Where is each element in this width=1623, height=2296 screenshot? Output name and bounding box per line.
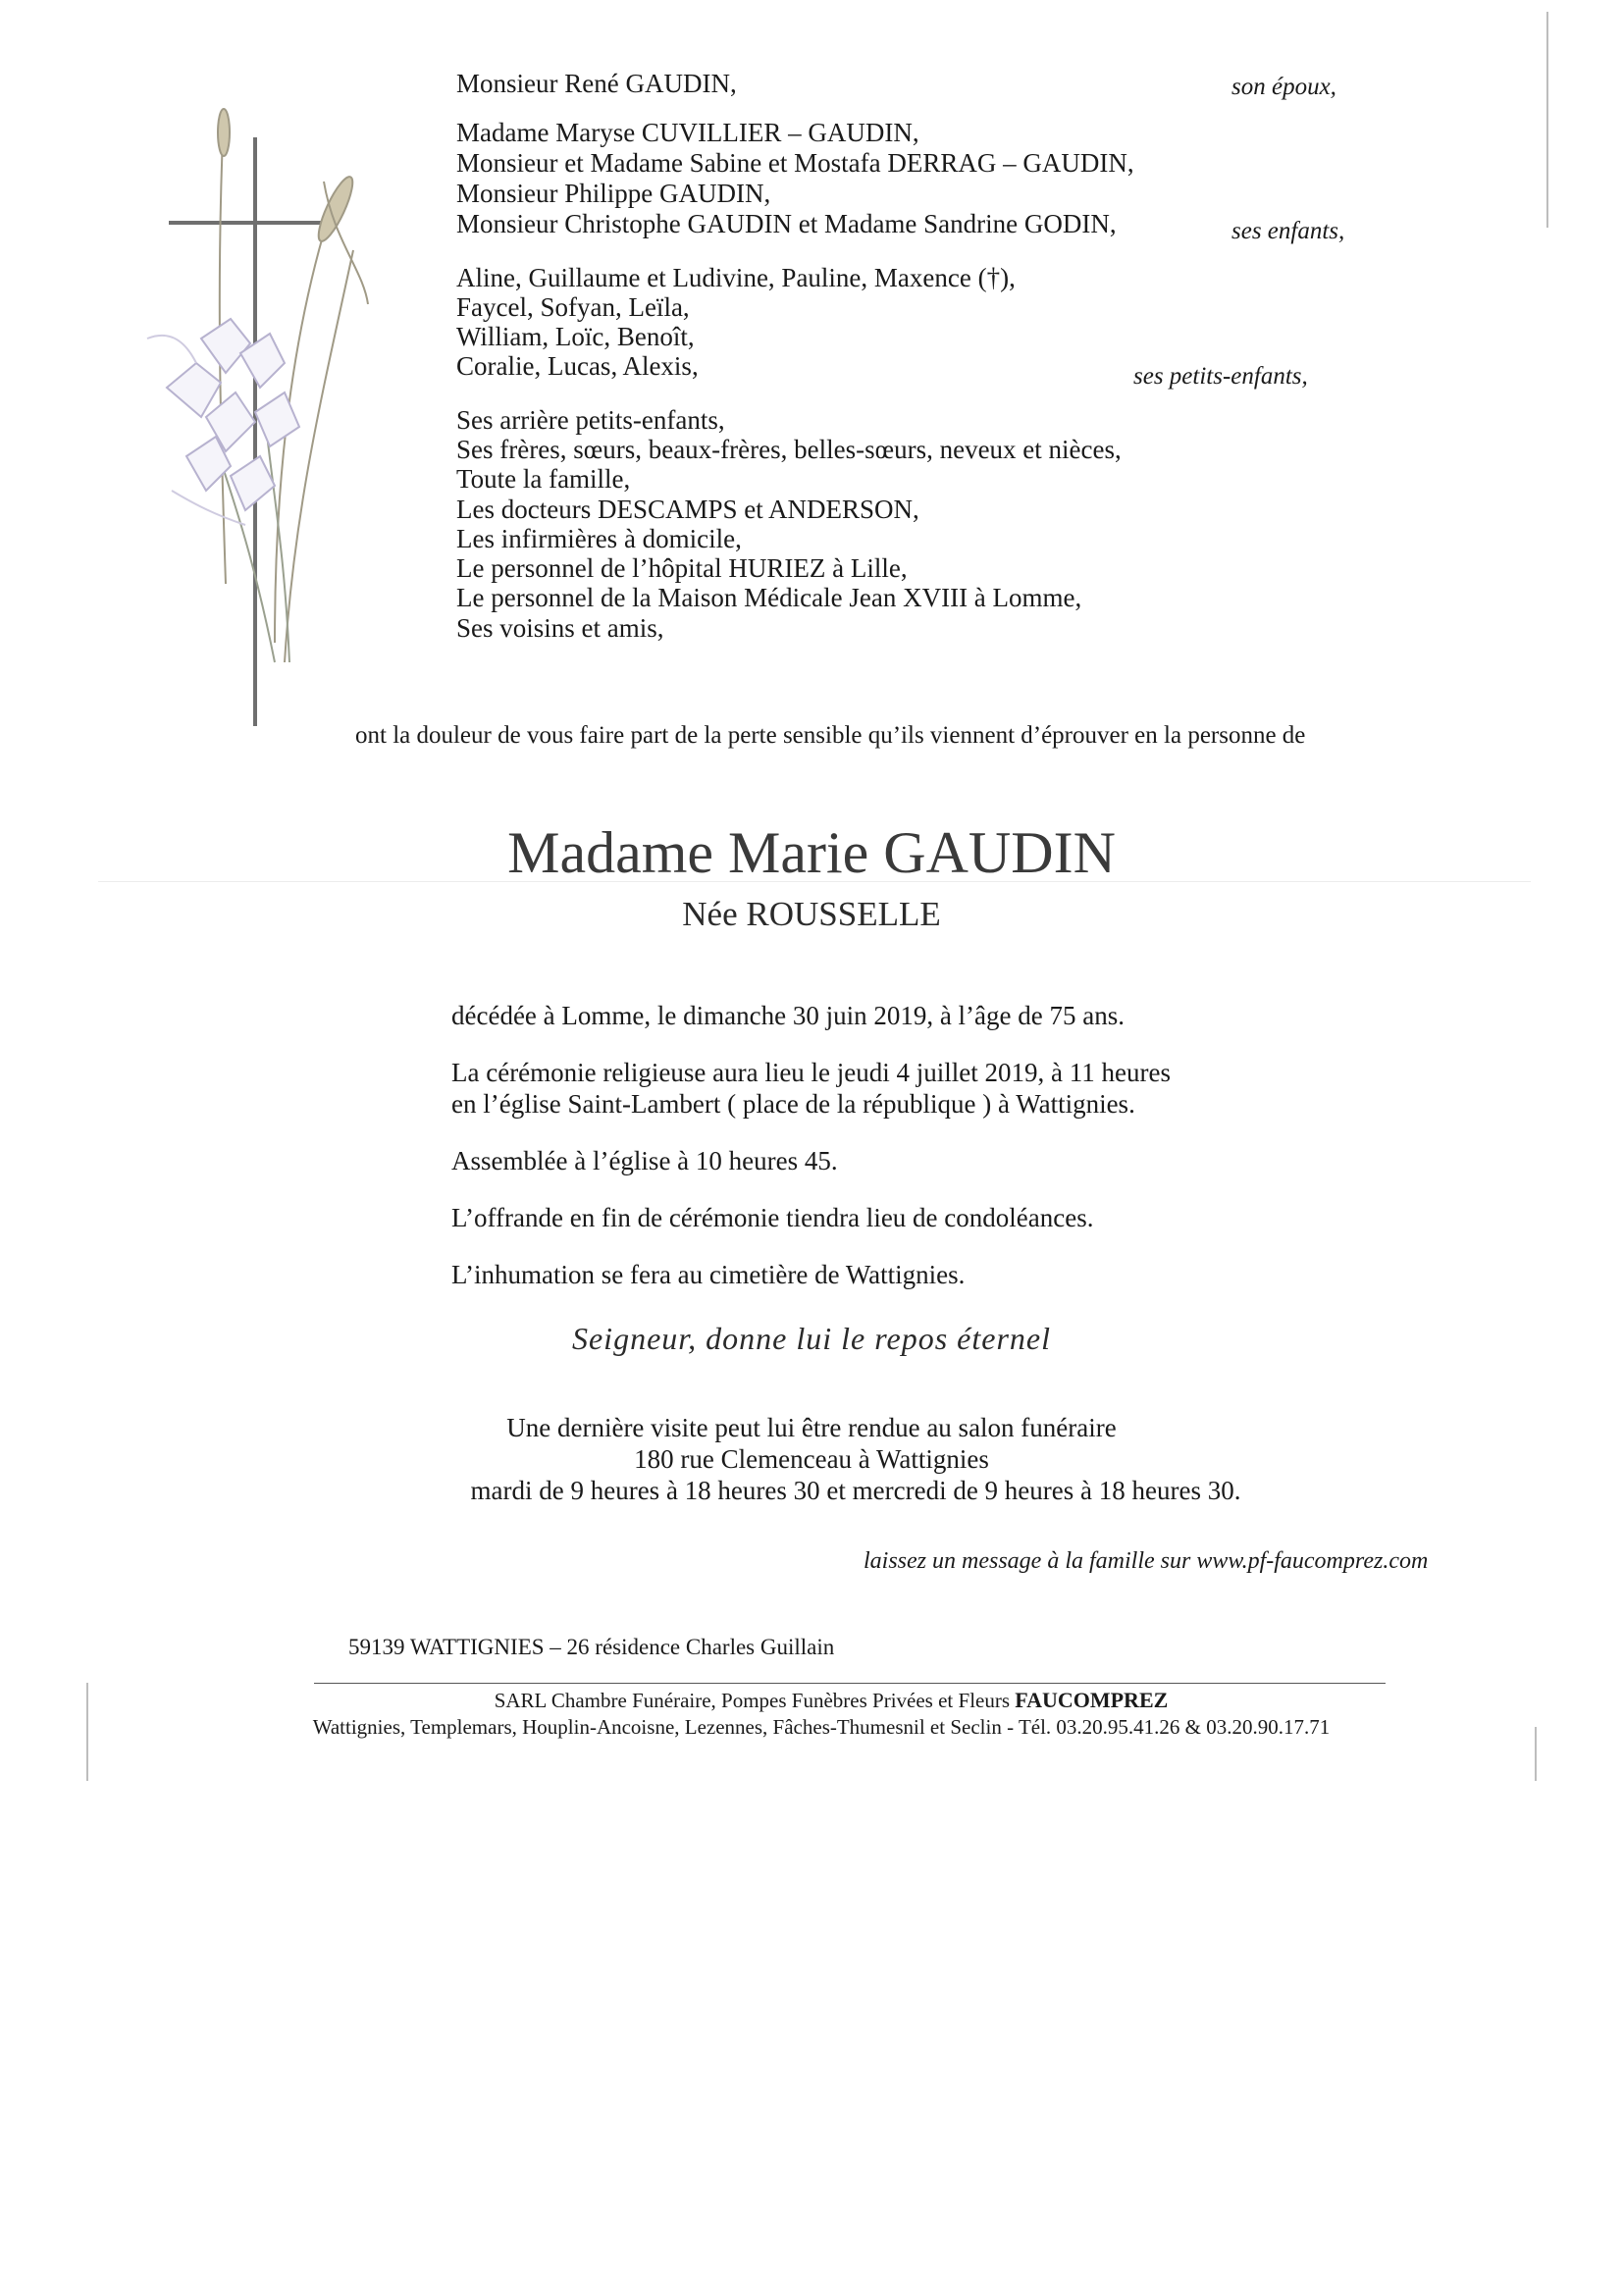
other-mourner-3: Toute la famille, bbox=[456, 464, 631, 494]
child-2: Monsieur et Madame Sabine et Mostafa DERRAG – GAUDIN, bbox=[456, 148, 1134, 178]
other-mourner-8: Ses voisins et amis, bbox=[456, 613, 664, 643]
family-address: 59139 WATTIGNIES – 26 résidence Charles Guillain bbox=[348, 1635, 835, 1659]
death-details: décédée à Lomme, le dimanche 30 juin 2019, à l’âge de 75 ans. bbox=[451, 1001, 1125, 1030]
offering-note: L’offrande en fin de cérémonie tiendra lieu de condoléances. bbox=[451, 1203, 1094, 1232]
footer-divider bbox=[314, 1683, 1386, 1684]
child-1: Madame Maryse CUVILLIER – GAUDIN, bbox=[456, 118, 919, 147]
wheat-icon bbox=[218, 109, 368, 662]
grandchildren-role: ses petits-enfants, bbox=[1133, 363, 1308, 390]
website-note: laissez un message à la famille sur www.pf-faucomprez.com bbox=[864, 1548, 1429, 1574]
grandchildren-3: William, Loïc, Benoît, bbox=[456, 322, 695, 351]
birth-name: Née ROUSSELLE bbox=[682, 895, 941, 933]
company-brand: FAUCOMPREZ bbox=[1015, 1688, 1169, 1712]
other-mourner-6: Le personnel de l’hôpital HURIEZ à Lille, bbox=[456, 553, 908, 583]
company-line bbox=[20, 1688, 1623, 1713]
visit-line-2: 180 rue Clemenceau à Wattignies bbox=[634, 1444, 989, 1474]
visit-line-1: Une dernière visite peut lui être rendue au salon funéraire bbox=[506, 1413, 1117, 1442]
ceremony-line-1: La cérémonie religieuse aura lieu le jeudi 4 juillet 2019, à 11 heures bbox=[451, 1058, 1171, 1087]
spouse-role: son époux, bbox=[1231, 74, 1336, 100]
grandchildren-4: Coralie, Lucas, Alexis, bbox=[456, 351, 699, 381]
grandchildren-1: Aline, Guillaume et Ludivine, Pauline, Maxence (†), bbox=[456, 263, 1016, 292]
other-mourner-1: Ses arrière petits-enfants, bbox=[456, 405, 725, 435]
grandchildren-2: Faycel, Sofyan, Leïla, bbox=[456, 292, 690, 322]
prayer-script: Seigneur, donne lui le repos éternel bbox=[571, 1321, 1052, 1356]
company-prefix: SARL Chambre Funéraire, Pompes Funèbres Privées et Fleurs bbox=[494, 1689, 1011, 1712]
announcement-intro: ont la douleur de vous faire part de la perte sensible qu’ils viennent d’éprouver en la personne de bbox=[355, 722, 1306, 749]
assembly-time: Assemblée à l’église à 10 heures 45. bbox=[451, 1146, 838, 1175]
other-mourner-7: Le personnel de la Maison Médicale Jean XVIII à Lomme, bbox=[456, 583, 1082, 612]
child-4: Monsieur Christophe GAUDIN et Madame Sandrine GODIN, bbox=[456, 209, 1117, 238]
visit-line-3: mardi de 9 heures à 18 heures 30 et mercredi de 9 heures à 18 heures 30. bbox=[470, 1476, 1241, 1505]
page-edge-right bbox=[1546, 12, 1548, 228]
child-3: Monsieur Philippe GAUDIN, bbox=[456, 179, 771, 208]
cross-lily-illustration bbox=[128, 93, 393, 731]
deceased-name: Madame Marie GAUDIN bbox=[507, 820, 1116, 885]
spouse-name: Monsieur René GAUDIN, bbox=[456, 69, 737, 98]
other-mourner-4: Les docteurs DESCAMPS et ANDERSON, bbox=[456, 495, 919, 524]
other-mourner-2: Ses frères, sœurs, beaux-frères, belles-sœurs, neveux et nièces, bbox=[456, 435, 1122, 464]
company-locations: Wattignies, Templemars, Houplin-Ancoisne, Lezennes, Fâches-Thumesnil et Seclin - Tél. 03.20.95.41.26 & 03.20.90.17.71 bbox=[312, 1715, 1331, 1739]
cross-icon bbox=[169, 137, 339, 726]
other-mourner-5: Les infirmières à domicile, bbox=[456, 524, 742, 553]
ceremony-line-2: en l’église Saint-Lambert ( place de la république ) à Wattignies. bbox=[451, 1089, 1135, 1119]
children-role: ses enfants, bbox=[1231, 218, 1345, 244]
burial-place: L’inhumation se fera au cimetière de Wattignies. bbox=[451, 1260, 966, 1289]
